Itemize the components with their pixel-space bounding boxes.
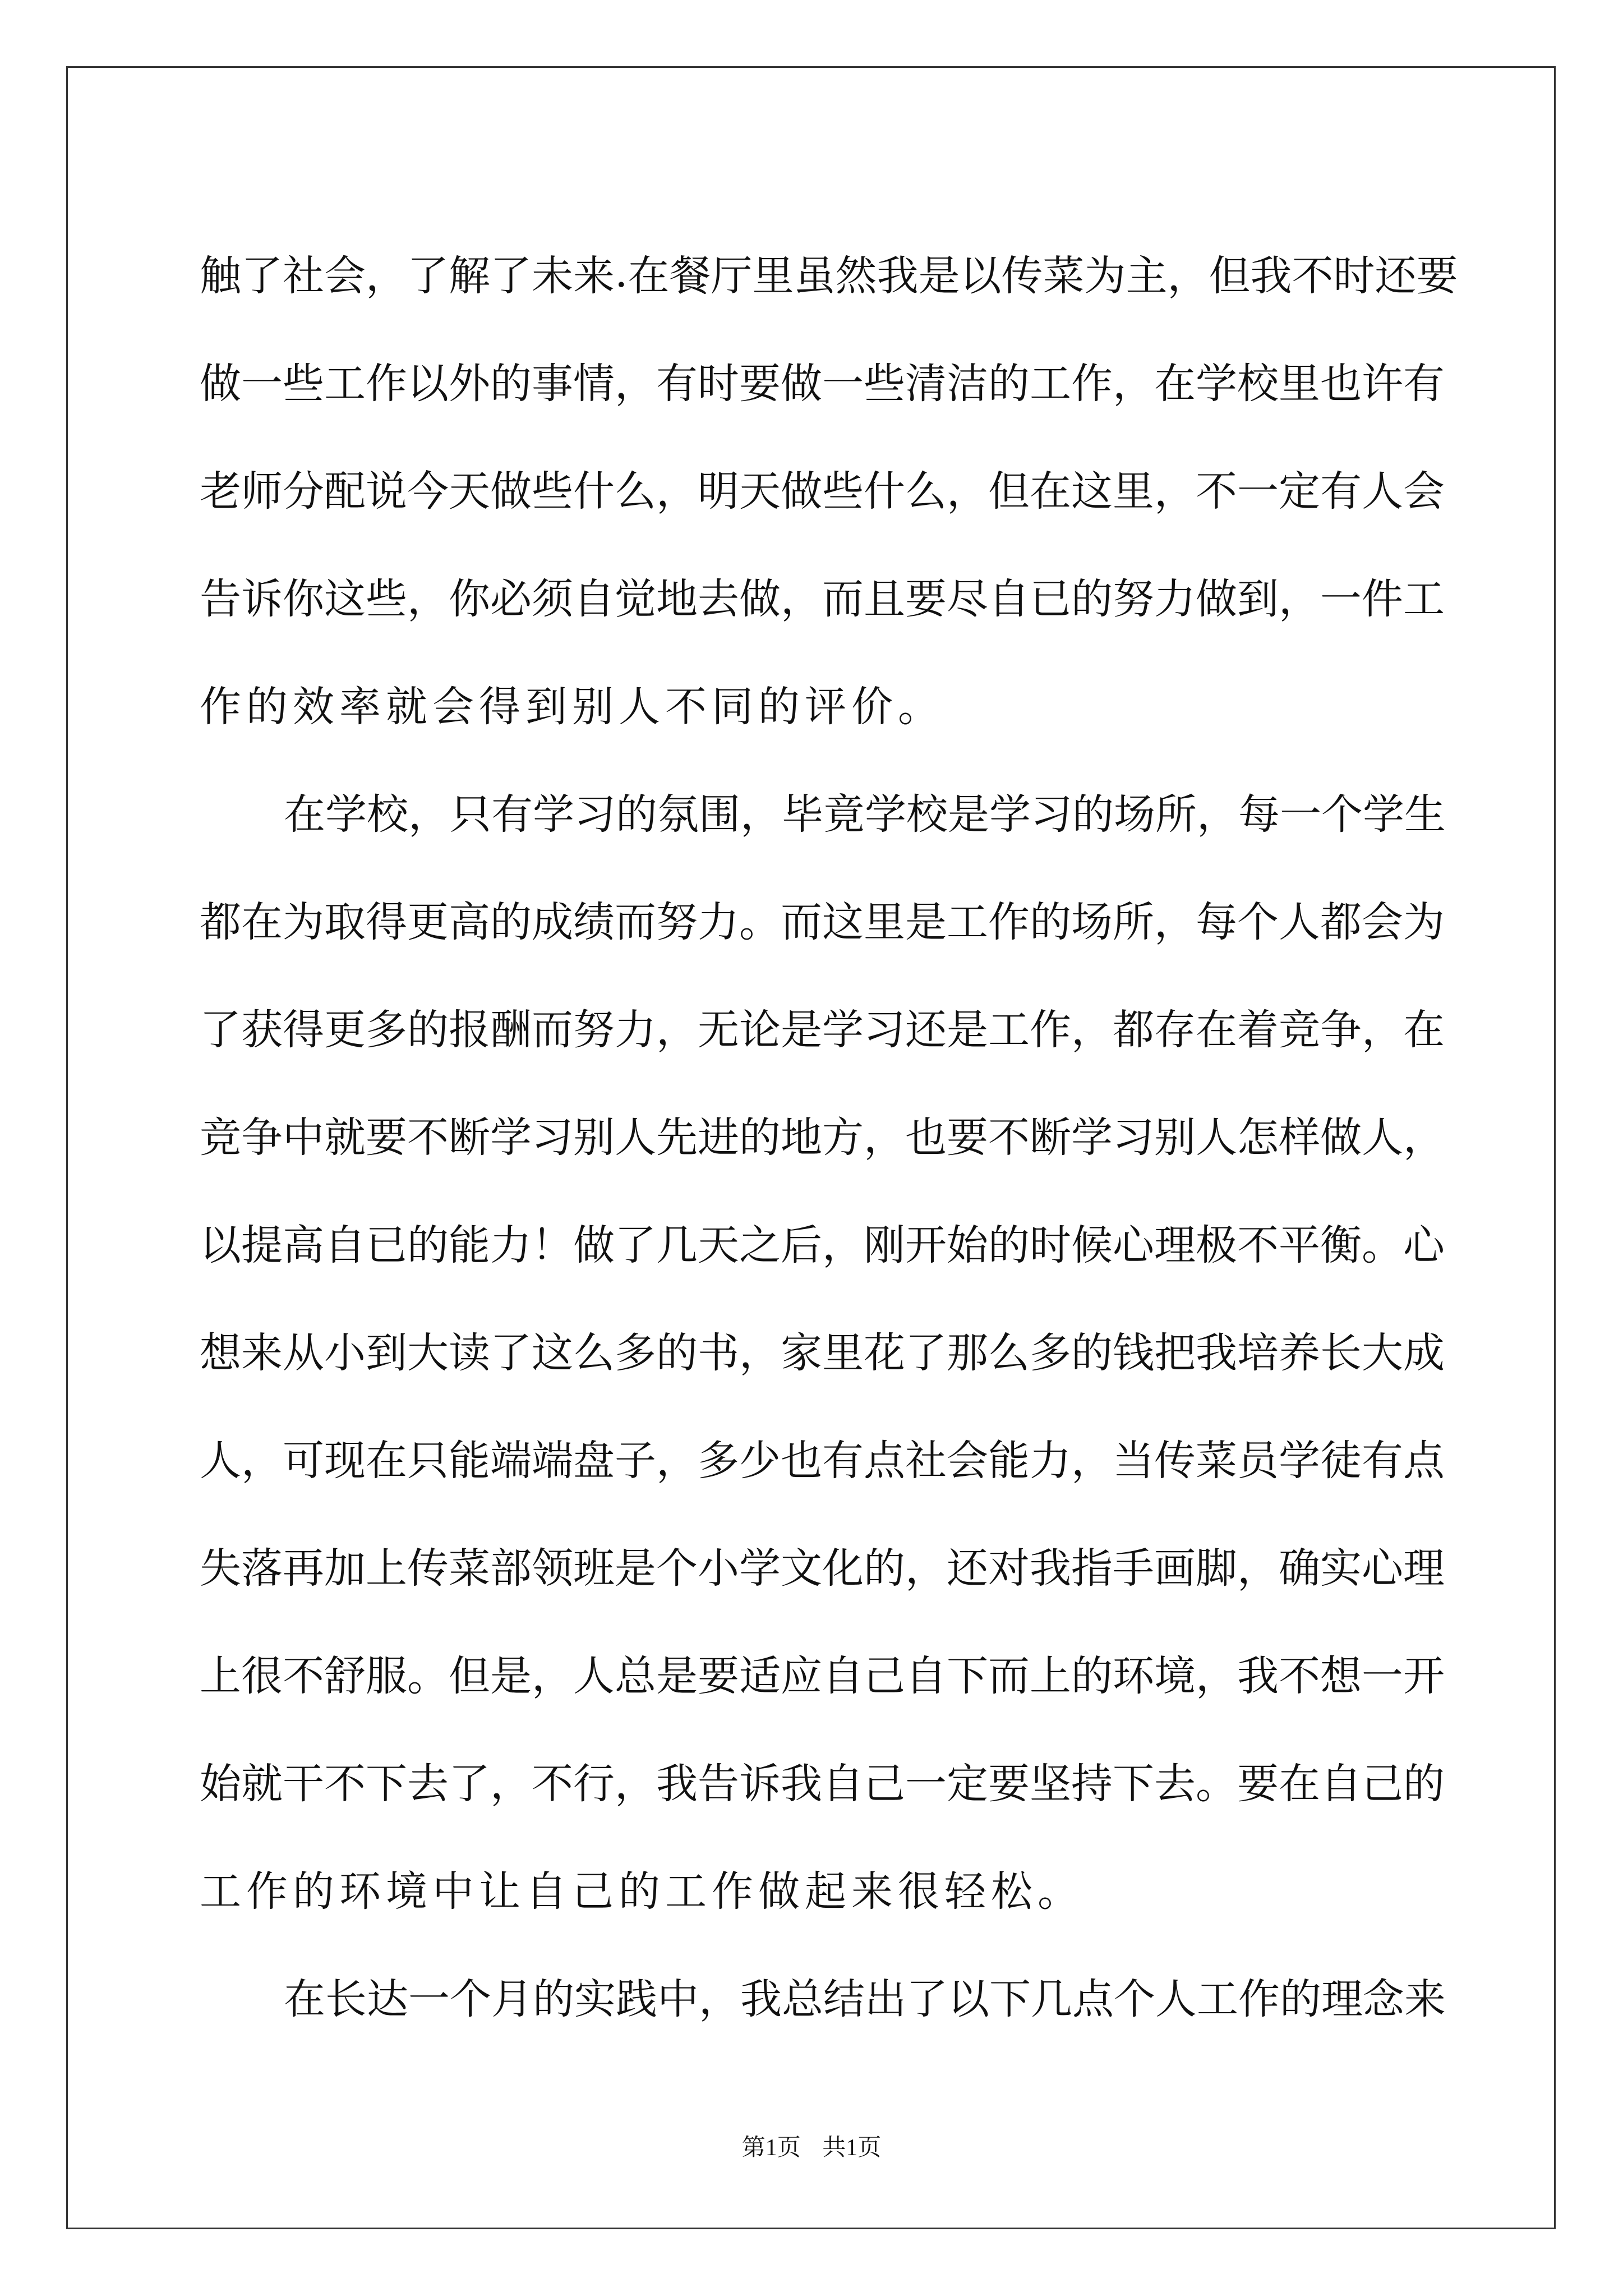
text-line: 老 师 分 配 说 今 天 做 些 什 么 ， 明 天 做 些 什 么 ， 但 在 这 里 ， 不 一 定 有 人 会 [200, 467, 1445, 516]
text-line: 作的效率就会得到别人不同的评价。 [200, 683, 944, 731]
text-line: 竞 争 中 就 要 不 断 学 习 别 人 先 进 的 地 方 ， 也 要 不 断 学 习 别 人 怎 样 做 人 ， [200, 1114, 1445, 1162]
text-line: 都 在 为 取 得 更 高 的 成 绩 而 努 力 。 而 这 里 是 工 作 的 场 所 ， 每 个 人 都 会 为 [200, 898, 1445, 946]
page-number: 第1页 [741, 2135, 801, 2161]
text-line: 始 就 干 不 下 去 了 ， 不 行 ， 我 告 诉 我 自 己 一 定 要 坚 持 下 去 。 要 在 自 己 的 [200, 1760, 1445, 1808]
text-line: 想 来 从 小 到 大 读 了 这 么 多 的 书 ， 家 里 花 了 那 么 多 的 钱 把 我 培 养 长 大 成 [200, 1329, 1445, 1377]
text-line: 做 一 些 工 作 以 外 的 事 情 ， 有 时 要 做 一 些 清 洁 的 工 作 ， 在 学 校 里 也 许 有 [200, 360, 1445, 408]
document-body [200, 219, 1458, 2050]
text-line: 触 了 社 会 ， 了 解 了 未 来 . 在 餐 厅 里 虽 然 我 是 以 传 菜 为 主 ， 但 我 不 时 还 要 [200, 249, 1458, 300]
page-footer [0, 2129, 1623, 2162]
text-line: 人 ， 可 现 在 只 能 端 端 盘 子 ， 多 少 也 有 点 社 会 能 力 ， 当 传 菜 员 学 徒 有 点 [200, 1437, 1445, 1485]
page-total: 共1页 [822, 2135, 882, 2161]
text-line: 工作的环境中让自己的工作做起来很轻松。 [200, 1867, 1084, 1916]
text-line: 以 提 高 自 已 的 能 力 ！ 做 了 几 天 之 后 ， 刚 开 始 的 时 候 心 理 极 不 平 衡 。 心 [200, 1221, 1445, 1269]
text-line: 了 获 得 更 多 的 报 酬 而 努 力 ， 无 论 是 学 习 还 是 工 作 ， 都 存 在 着 竞 争 ， 在 [200, 1006, 1445, 1054]
text-line: 失 落 再 加 上 传 菜 部 领 班 是 个 小 学 文 化 的 ， 还 对 我 指 手 画 脚 ， 确 实 心 理 [200, 1544, 1445, 1593]
text-line: 告 诉 你 这 些 ， 你 必 须 自 觉 地 去 做 ， 而 且 要 尽 自 已 的 努 力 做 到 ， 一 件 工 [200, 575, 1445, 623]
text-line: 在 学 校 ， 只 有 学 习 的 氛 围 ， 毕 竟 学 校 是 学 习 的 场 所 ， 每 一 个 学 生 [284, 790, 1446, 839]
text-line: 在 长 达 一 个 月 的 实 践 中 ， 我 总 结 出 了 以 下 几 点 个 人 工 作 的 理 念 来 [284, 1975, 1446, 2023]
text-line: 上 很 不 舒 服 。 但 是 ， 人 总 是 要 适 应 自 己 自 下 而 上 的 环 境 ， 我 不 想 一 开 [200, 1652, 1445, 1700]
